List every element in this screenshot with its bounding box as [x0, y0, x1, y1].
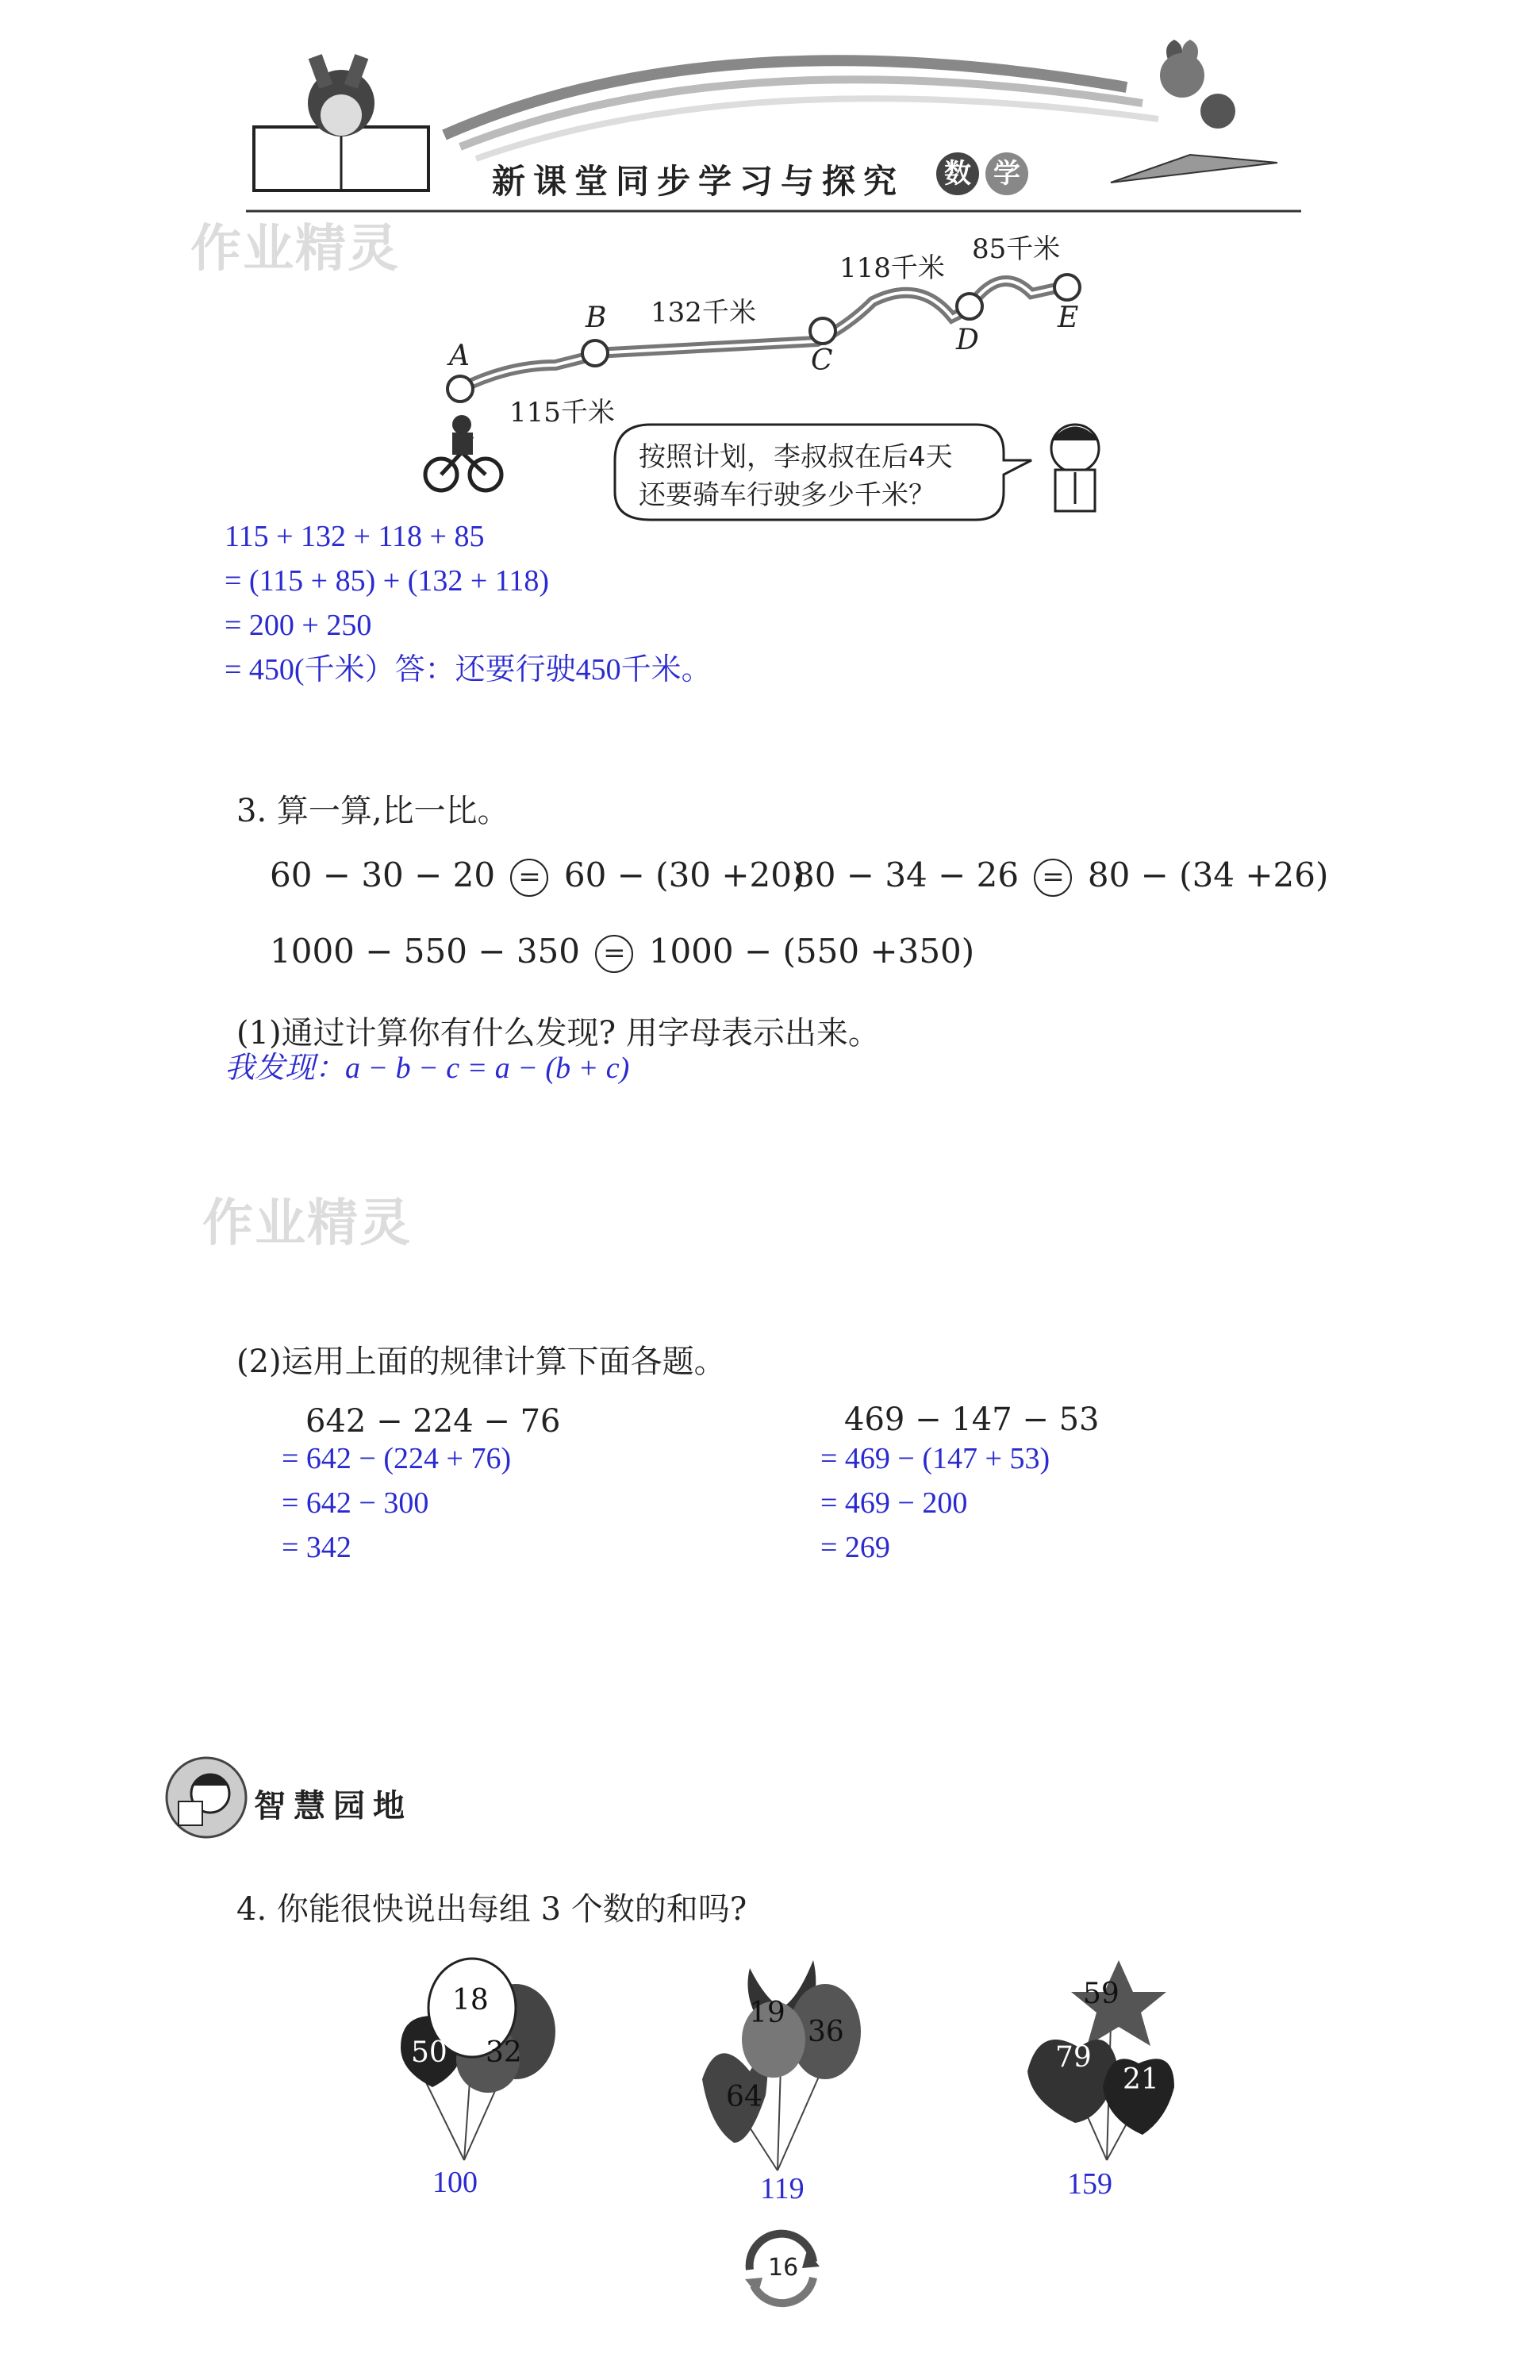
- calc-right-line-3: = 469 − 200: [820, 1486, 968, 1520]
- group3-number-3: 21: [1123, 2063, 1159, 2096]
- boy-icon: [1051, 425, 1099, 511]
- speech-line-1: 按照计划，李叔叔在后4天: [639, 441, 953, 473]
- point-a-marker: [447, 376, 473, 402]
- speech-line-2: 还要骑车行驶多少千米？: [639, 479, 935, 511]
- distance-de: 85千米: [972, 233, 1061, 265]
- subject-badge-char-2: 学: [985, 152, 1028, 195]
- point-b-label: B: [586, 302, 607, 334]
- subject-badge: [936, 152, 1028, 195]
- calc-left-line-2: = 642 − (224 + 76): [282, 1442, 512, 1475]
- point-b-marker: [582, 340, 608, 366]
- point-c-label: C: [811, 344, 833, 377]
- group1-sum: 100: [432, 2166, 478, 2199]
- eq3-right: 1000 − (550 +350): [648, 932, 975, 971]
- q3-equation-3: [270, 932, 974, 973]
- q3-part1: (1)通过计算你有什么发现? 用字母表示出来。: [236, 1015, 880, 1052]
- group3-number-1: 59: [1083, 1978, 1119, 2010]
- group3-sum: 159: [1067, 2167, 1112, 2201]
- q2-answer-line-1: 115 + 132 + 118 + 85: [225, 520, 485, 553]
- calc-left-line-4: = 342: [282, 1531, 351, 1564]
- group1-number-1: 18: [452, 1984, 489, 2017]
- group2-number-2: 36: [808, 2016, 844, 2048]
- group1-number-3: 32: [486, 2036, 522, 2069]
- header-title: 新课堂同步学习与探究: [492, 162, 905, 201]
- group3-number-2: 79: [1055, 2041, 1092, 2074]
- point-d-label: D: [956, 324, 979, 356]
- q3-equation-2: [793, 855, 1328, 897]
- q4-title: 4. 你能很快说出每组 3 个数的和吗?: [236, 1891, 747, 1928]
- group2-number-1: 19: [749, 1997, 785, 2029]
- calc-left-line-3: = 642 − 300: [282, 1486, 429, 1520]
- q2-answer-line-3: = 200 + 250: [225, 609, 372, 642]
- point-e-label: E: [1058, 302, 1079, 334]
- section-title: 智慧园地: [254, 1788, 413, 1824]
- group2-sum: 119: [760, 2172, 805, 2205]
- cyclist-icon: [425, 415, 501, 490]
- eq1-right: 60 − (30 +20): [563, 855, 805, 894]
- eq1-circle: =: [510, 859, 548, 897]
- point-c-marker: [810, 318, 835, 344]
- eq1-left: 60 − 30 − 20: [270, 855, 496, 894]
- eq2-circle: =: [1034, 859, 1072, 897]
- group2-number-3: 64: [726, 2081, 762, 2113]
- eq3-left: 1000 − 550 − 350: [270, 932, 581, 971]
- watermark-top: 作业精灵: [190, 220, 400, 279]
- calc-right-line-1: 469 − 147 − 53: [844, 1401, 1100, 1438]
- q3-equation-1: [270, 855, 805, 897]
- calc-right-line-2: = 469 − (147 + 53): [820, 1442, 1050, 1475]
- group1-number-2: 50: [411, 2036, 447, 2069]
- point-d-marker: [957, 294, 982, 319]
- q3-part2: (2)运用上面的规律计算下面各题。: [236, 1344, 726, 1380]
- balloon-group-2: [686, 1944, 877, 2182]
- distance-ab: 115千米: [509, 397, 615, 429]
- q3-title: 3. 算一算,比一比。: [236, 793, 509, 829]
- point-a-label: A: [449, 340, 470, 372]
- watermark-middle: 作业精灵: [202, 1194, 412, 1253]
- q2-answer-line-2: = (115 + 85) + (132 + 118): [225, 564, 550, 598]
- q3-part1-answer: 我发现：a − b − c = a − (b + c): [225, 1052, 630, 1085]
- page-header: [0, 0, 1540, 222]
- q2-answer-line-4: = 450(千米）答：还要行驶450千米。: [225, 653, 712, 686]
- distance-bc: 132千米: [651, 297, 756, 329]
- subject-badge-char-1: 数: [936, 152, 979, 195]
- point-e-marker: [1054, 275, 1080, 300]
- page-number: 16: [768, 2254, 799, 2282]
- eq3-circle: =: [595, 935, 633, 973]
- calc-left-line-1: 642 − 224 − 76: [305, 1403, 561, 1440]
- eq2-right: 80 − (34 +26): [1087, 855, 1329, 894]
- eq2-left: 80 − 34 − 26: [793, 855, 1020, 894]
- calc-right-line-4: = 269: [820, 1531, 890, 1564]
- section-avatar-icon: [163, 1754, 250, 1841]
- distance-cd: 118千米: [839, 252, 945, 284]
